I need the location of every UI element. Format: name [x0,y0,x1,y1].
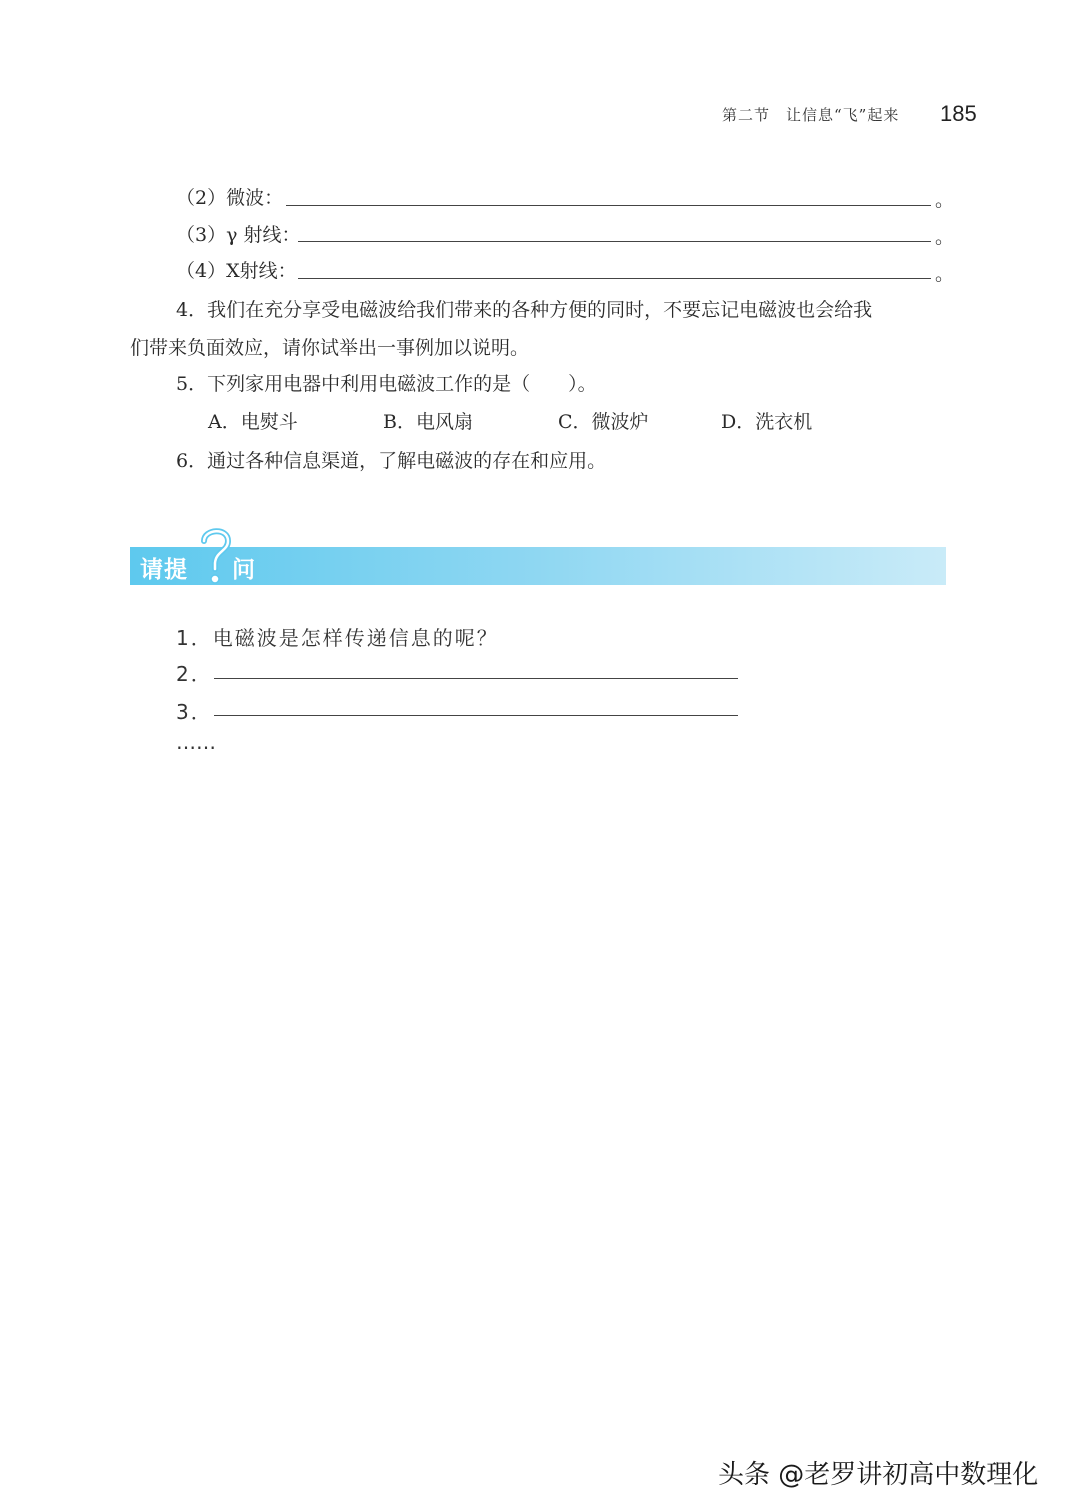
item-microwave-label: （2）微波： [176,187,284,209]
ask-item-2-number: 2． [176,662,213,686]
ask-blank-3[interactable] [214,715,738,716]
option-c[interactable]: C．微波炉 [558,411,649,433]
ask-blank-2[interactable] [214,678,738,679]
answer-blank-x-ray[interactable] [298,278,931,279]
option-a[interactable]: A．电熨斗 [208,411,298,433]
running-header-title: 第二节 让信息“飞”起来 [722,106,900,124]
question-4-line2: 们带来负面效应，请你试举出一事例加以说明。 [130,337,530,359]
period-mark: 。 [935,226,955,248]
ask-item-3-number: 3． [176,700,213,724]
ask-ellipsis: …… [176,730,216,754]
answer-blank-microwave[interactable] [286,205,931,206]
period-mark: 。 [935,263,955,285]
question-6: 6．通过各种信息渠道，了解电磁波的存在和应用。 [176,450,607,472]
source-watermark: 头条 @老罗讲初高中数理化 [718,1460,1039,1490]
banner-title-part1: 请提 [140,557,188,583]
item-x-ray-label: （4）X射线： [176,260,297,282]
page-number: 185 [940,101,977,126]
item-gamma-ray-label: （3）γ 射线： [176,224,301,246]
option-d[interactable]: D．洗衣机 [721,411,813,433]
option-b[interactable]: B．电风扇 [383,411,473,433]
banner-title-part2: 问 [232,557,256,583]
question-5-stem: 5．下列家用电器中利用电磁波工作的是（ ）。 [176,373,597,395]
answer-blank-gamma-ray[interactable] [298,241,931,242]
ask-item-1: 1．电磁波是怎样传递信息的呢？ [176,626,499,650]
question-mark-icon [198,523,234,587]
period-mark: 。 [935,189,955,211]
ask-question-banner [130,547,946,585]
question-4-line1: 4．我们在充分享受电磁波给我们带来的各种方便的同时，不要忘记电磁波也会给我 [176,299,873,321]
